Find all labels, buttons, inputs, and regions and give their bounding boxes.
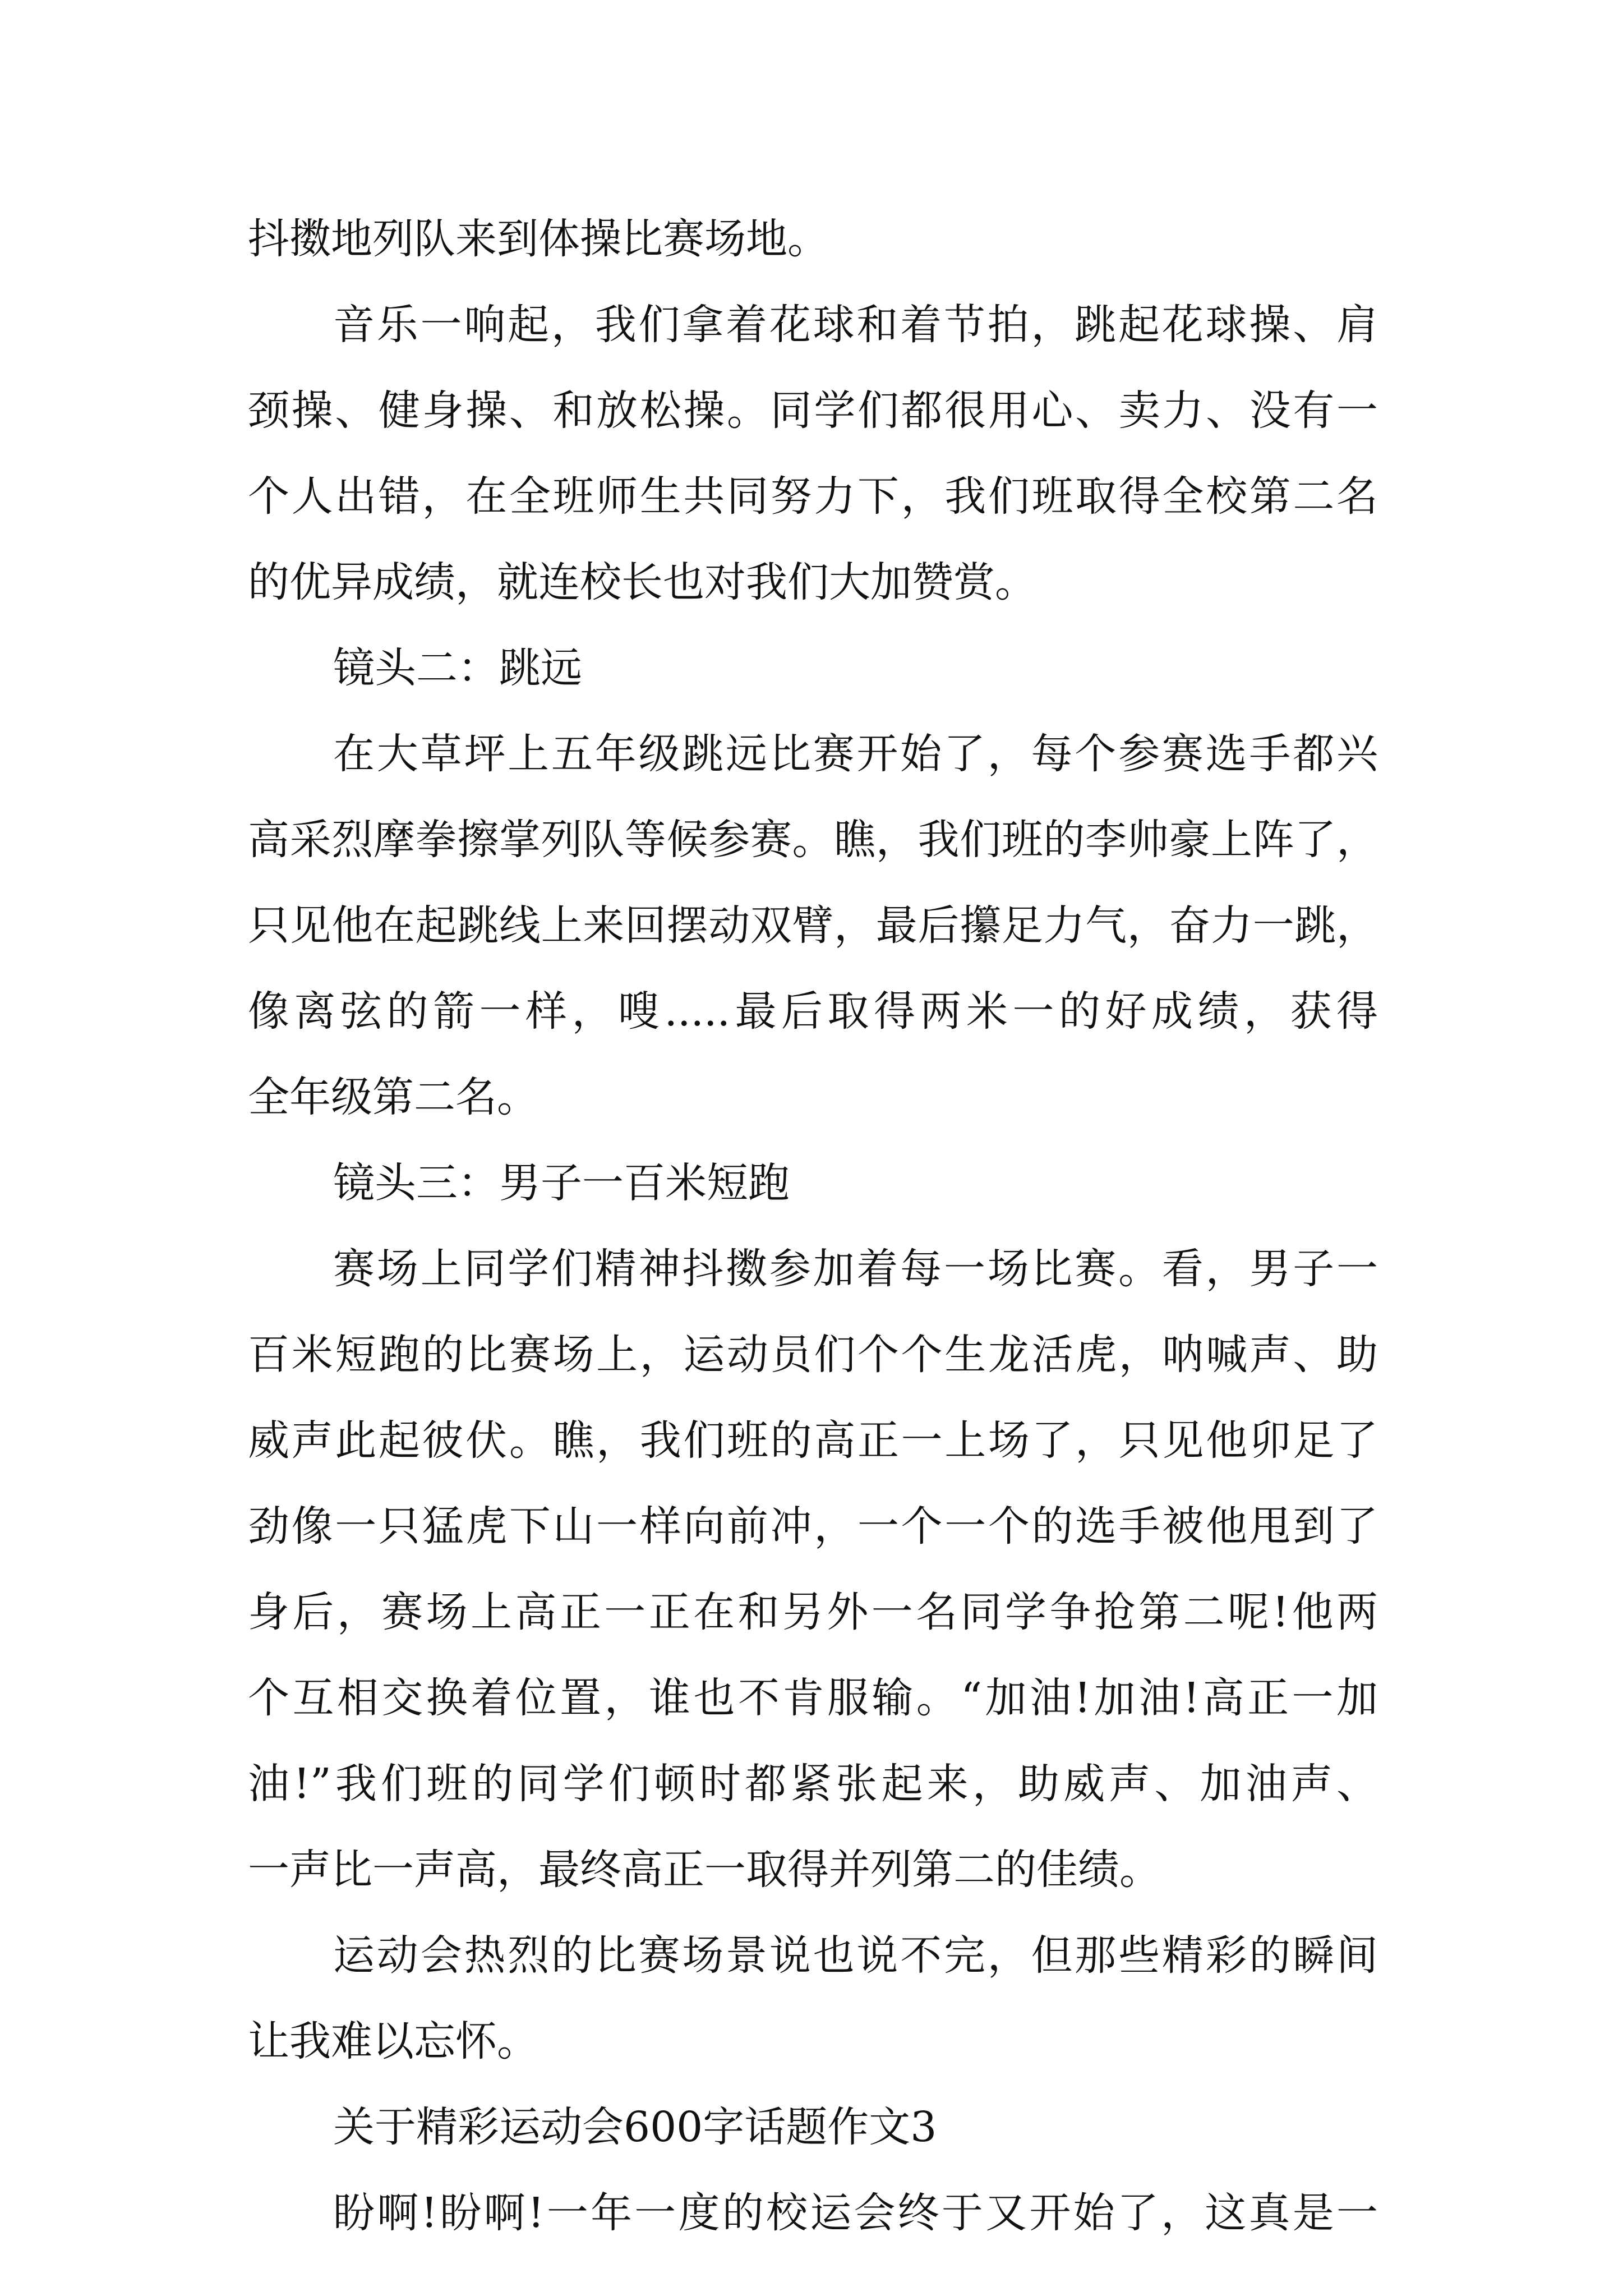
paragraph-line: 个人出错，在全班师生共同努力下，我们班取得全校第二名 xyxy=(248,472,1378,521)
paragraph-line: 赛场上同学们精神抖擞参加着每一场比赛。看，男子一 xyxy=(333,1245,1378,1293)
section-heading: 镜头二：跳远 xyxy=(333,644,582,692)
paragraph-line: 威声此起彼伏。瞧，我们班的高正一上场了，只见他卯足了 xyxy=(248,1416,1378,1465)
paragraph-line: 抖擞地列队来到体操比赛场地。 xyxy=(248,215,829,263)
paragraph-line: 高采烈摩拳擦掌列队等候参赛。瞧，我们班的李帅豪上阵了， xyxy=(248,816,1378,864)
paragraph-line: 盼啊!盼啊!一年一度的校运会终于又开始了，这真是一 xyxy=(333,2189,1378,2237)
paragraph-line: 劲像一只猛虎下山一样向前冲，一个一个的选手被他甩到了 xyxy=(248,1502,1378,1550)
paragraph-line: 身后，赛场上高正一正在和另外一名同学争抢第二呢!他两 xyxy=(248,1588,1378,1636)
paragraph-line: 只见他在起跳线上来回摆动双臂，最后攥足力气，奋力一跳， xyxy=(248,901,1378,950)
paragraph-line: 油!”我们班的同学们顿时都紧张起来，助威声、加油声、 xyxy=(248,1760,1378,1808)
paragraph-line: 在大草坪上五年级跳远比赛开始了，每个参赛选手都兴 xyxy=(333,730,1378,778)
document-body xyxy=(248,196,1378,2256)
paragraph-line: 音乐一响起，我们拿着花球和着节拍，跳起花球操、肩 xyxy=(333,301,1378,349)
paragraph-line: 像离弦的箭一样，嗖.....最后取得两米一的好成绩，获得 xyxy=(248,987,1378,1036)
paragraph-line: 个互相交换着位置，谁也不肯服输。“加油!加油!高正一加 xyxy=(248,1674,1378,1722)
section-heading: 镜头三：男子一百米短跑 xyxy=(333,1159,790,1207)
essay-title: 关于精彩运动会600字话题作文3 xyxy=(333,2103,937,2151)
paragraph-line: 百米短跑的比赛场上，运动员们个个生龙活虎，呐喊声、助 xyxy=(248,1331,1378,1379)
paragraph-line: 运动会热烈的比赛场景说也说不完，但那些精彩的瞬间 xyxy=(333,1931,1378,1980)
paragraph-line: 一声比一声高，最终高正一取得并列第二的佳绩。 xyxy=(248,1846,1161,1894)
paragraph-line: 让我难以忘怀。 xyxy=(248,2017,538,2065)
paragraph-line: 全年级第二名。 xyxy=(248,1073,538,1121)
paragraph-line: 的优异成绩，就连校长也对我们大加赞赏。 xyxy=(248,558,1036,606)
paragraph-line: 颈操、健身操、和放松操。同学们都很用心、卖力、没有一 xyxy=(248,386,1378,435)
